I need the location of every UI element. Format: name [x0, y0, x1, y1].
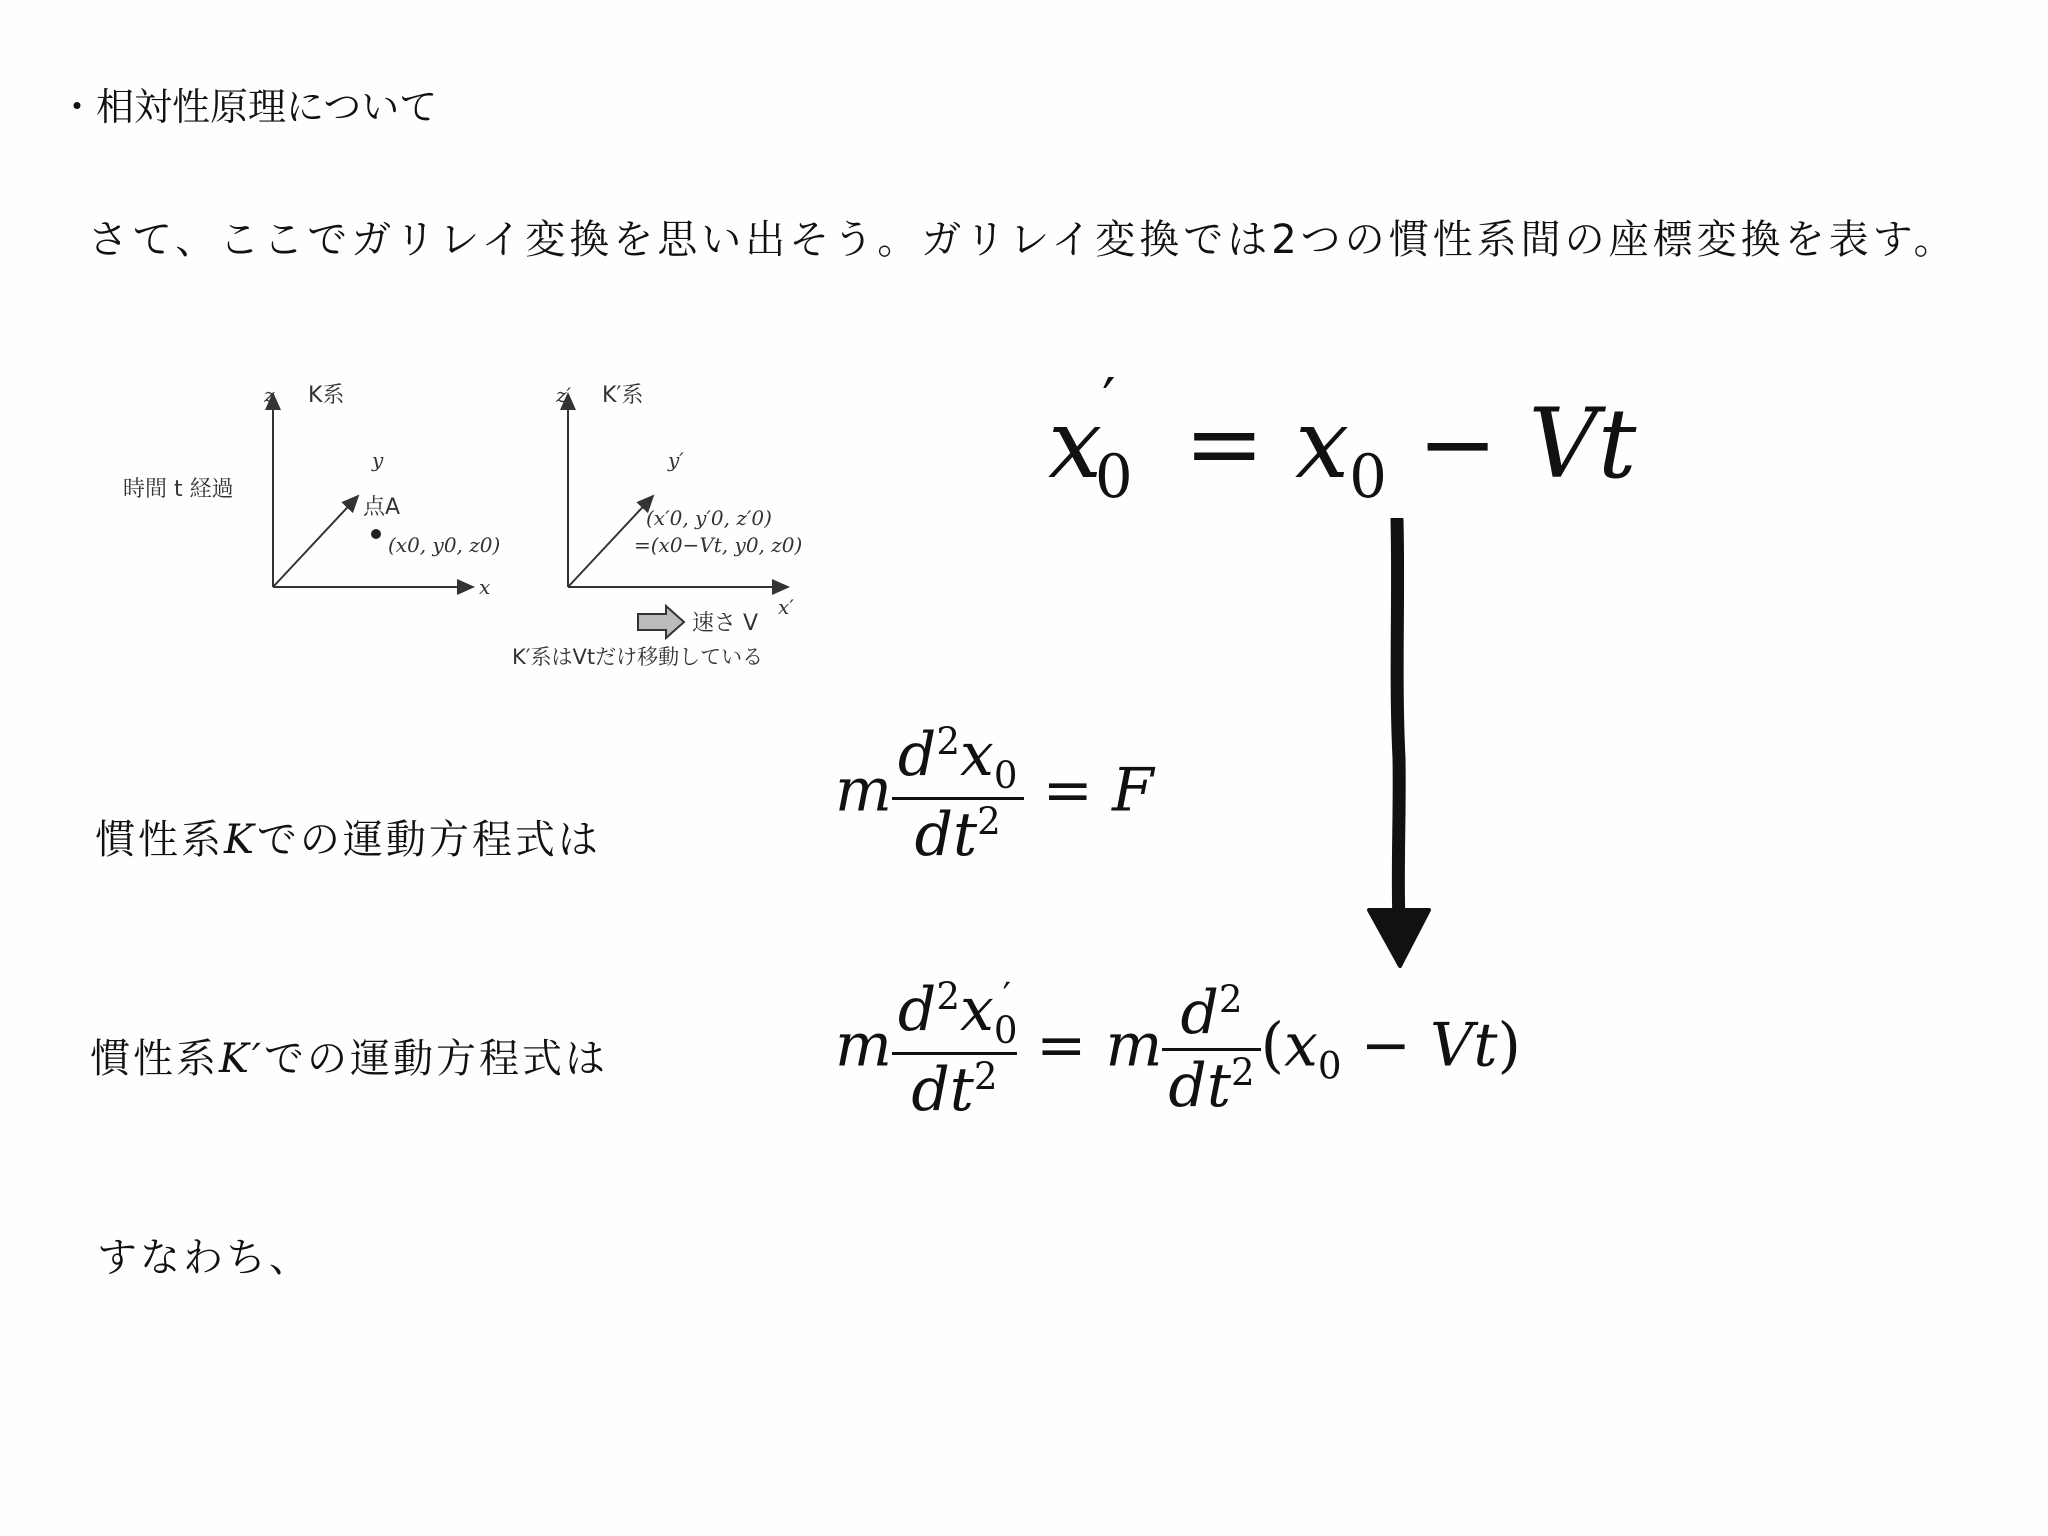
down-arrow-icon	[1364, 518, 1434, 968]
kp-y-axis-label: y′	[668, 448, 684, 472]
kp-title: K′系	[602, 383, 644, 408]
k-x-axis-label: x	[479, 575, 491, 599]
eom-kp-equation: m $\frac{d^2x_0'}{dt^2}$ = m $\frac{d^2}{dt^2}$ $(x_0 - Vt)$	[835, 974, 1521, 1125]
frame-k-prime	[555, 383, 802, 619]
point-a-marker	[371, 529, 381, 539]
intro-text: さて、ここでガリレイ変換を思い出そう。ガリレイ変換では2つの慣性系間の座標変換を表す。	[88, 217, 1958, 263]
k-y-axis-label: y	[372, 448, 384, 472]
kp-coords-line1: (x′0, y′0, z′0)	[646, 506, 772, 530]
conclusion-text: すなわち、	[97, 1235, 312, 1281]
eom-kp-label	[90, 1027, 608, 1084]
figure-caption: K′系はVtだけ移動している	[512, 645, 764, 669]
frame-k	[263, 383, 500, 599]
eom-k-label-pre: 慣性系	[95, 817, 224, 863]
eom-k-label-post: での運動方程式は	[256, 817, 601, 863]
time-label: 時間 t 経過	[123, 477, 234, 502]
eom-kp-label-post: での運動方程式は	[263, 1036, 608, 1082]
k-title: K系	[308, 383, 345, 408]
speed-label: 速さ V	[692, 611, 759, 636]
kp-z-axis-label: z′	[556, 383, 572, 407]
kp-coords-line2: =(x0−Vt, y0, z0)	[634, 533, 803, 557]
eom-k-label-symbol: K	[224, 817, 257, 863]
point-a-coords: (x0, y0, z0)	[388, 533, 501, 557]
galilean-equation: $x'_0 = x_0 - Vt$	[1048, 367, 1637, 513]
eom-k-equation: m $\frac{d^2x_0}{dt^2}$ = F	[835, 719, 1154, 870]
k-z-axis-label: z	[264, 383, 275, 407]
eom-kp-label-symbol: K′	[219, 1036, 264, 1082]
kp-x-axis-label: x′	[778, 595, 794, 619]
point-a-label: 点A	[363, 495, 401, 520]
eom-kp-label-pre: 慣性系	[90, 1036, 219, 1082]
eom-k-label	[95, 808, 601, 865]
galilean-figure	[118, 372, 830, 680]
section-heading: ・相対性原理について	[58, 85, 438, 129]
speed-arrow-icon	[638, 606, 684, 638]
